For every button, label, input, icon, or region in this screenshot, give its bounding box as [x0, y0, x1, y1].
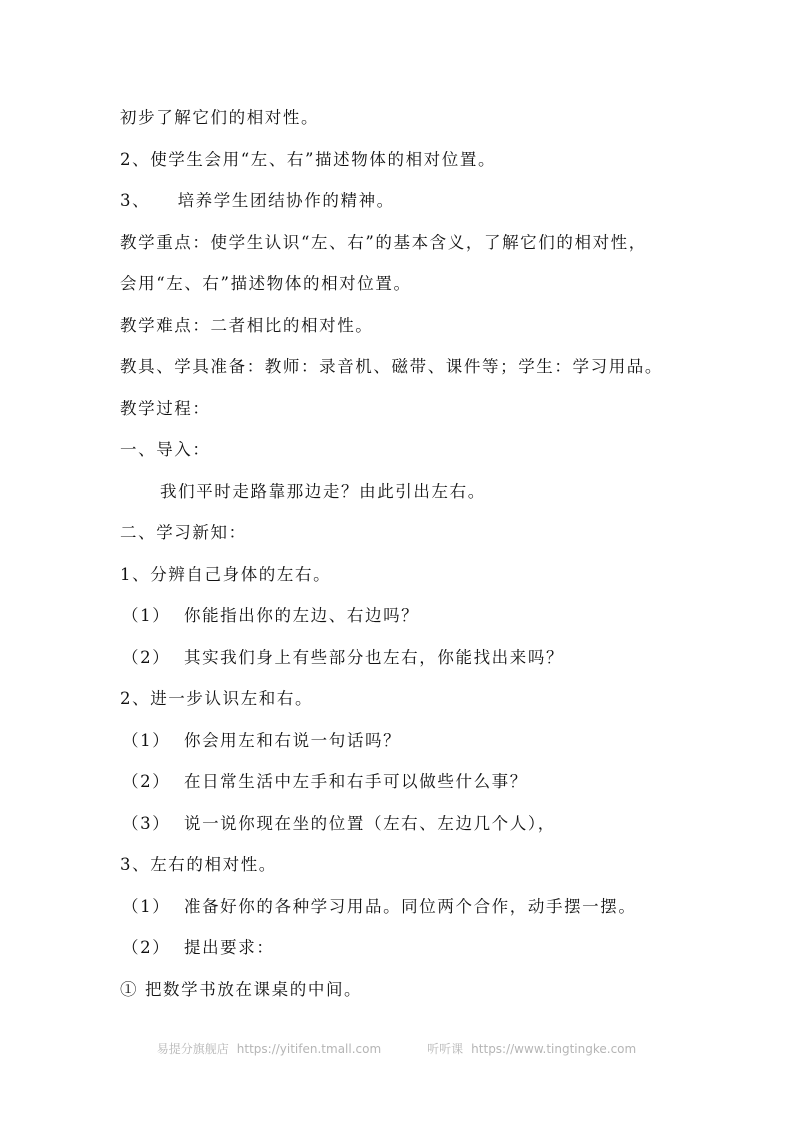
text-line: 教学难点：二者相比的相对性。: [120, 316, 374, 335]
footer-shop-name: 易提分旗舰店: [156, 1042, 229, 1056]
text-line: 初步了解它们的相对性。: [120, 108, 320, 127]
footer-site-url[interactable]: https://www.tingtingke.com: [471, 1042, 637, 1056]
list-item: （3） 说一说你现在坐的位置（左右、左边几个人），: [122, 814, 556, 833]
list-item: （2） 其实我们身上有些部分也左右，你能找出来吗？: [122, 648, 565, 667]
text-line: 3、 培养学生团结协作的精神。: [120, 191, 395, 210]
text-line: 教具、学具准备：教师：录音机、磁带、课件等；学生：学习用品。: [120, 357, 663, 376]
section-heading: 二、学习新知：: [120, 523, 247, 542]
footer-site-name: 听听课: [427, 1042, 464, 1056]
list-item: （1） 准备好你的各种学习用品。同位两个合作，动手摆一摆。: [122, 897, 637, 916]
text-line: 1、分辨自己身体的左右。: [120, 565, 332, 584]
text-line: 教学重点：使学生认识“左、右”的基本含义，了解它们的相对性，: [120, 233, 647, 252]
text-line: 2、进一步认识左和右。: [120, 689, 314, 708]
page-footer: [0, 1040, 793, 1057]
list-item: （2） 提出要求：: [122, 938, 275, 957]
text-line: 2、使学生会用“左、右”描述物体的相对位置。: [120, 150, 497, 169]
footer-shop-url[interactable]: https://yitifen.tmall.com: [236, 1042, 382, 1056]
section-heading: 教学过程：: [120, 399, 211, 418]
list-item: （1） 你会用左和右说一句话吗？: [122, 731, 402, 750]
text-line: 3、左右的相对性。: [120, 855, 277, 874]
list-item: （1） 你能指出你的左边、右边吗？: [122, 606, 420, 625]
list-item: （2） 在日常生活中左手和右手可以做些什么事？: [122, 772, 528, 791]
section-heading: 一、导入：: [120, 440, 211, 459]
text-line: 我们平时走路靠那边走？由此引出左右。: [160, 482, 486, 501]
text-line: 会用“左、右”描述物体的相对位置。: [120, 274, 412, 293]
list-item: ① 把数学书放在课桌的中间。: [120, 980, 363, 999]
